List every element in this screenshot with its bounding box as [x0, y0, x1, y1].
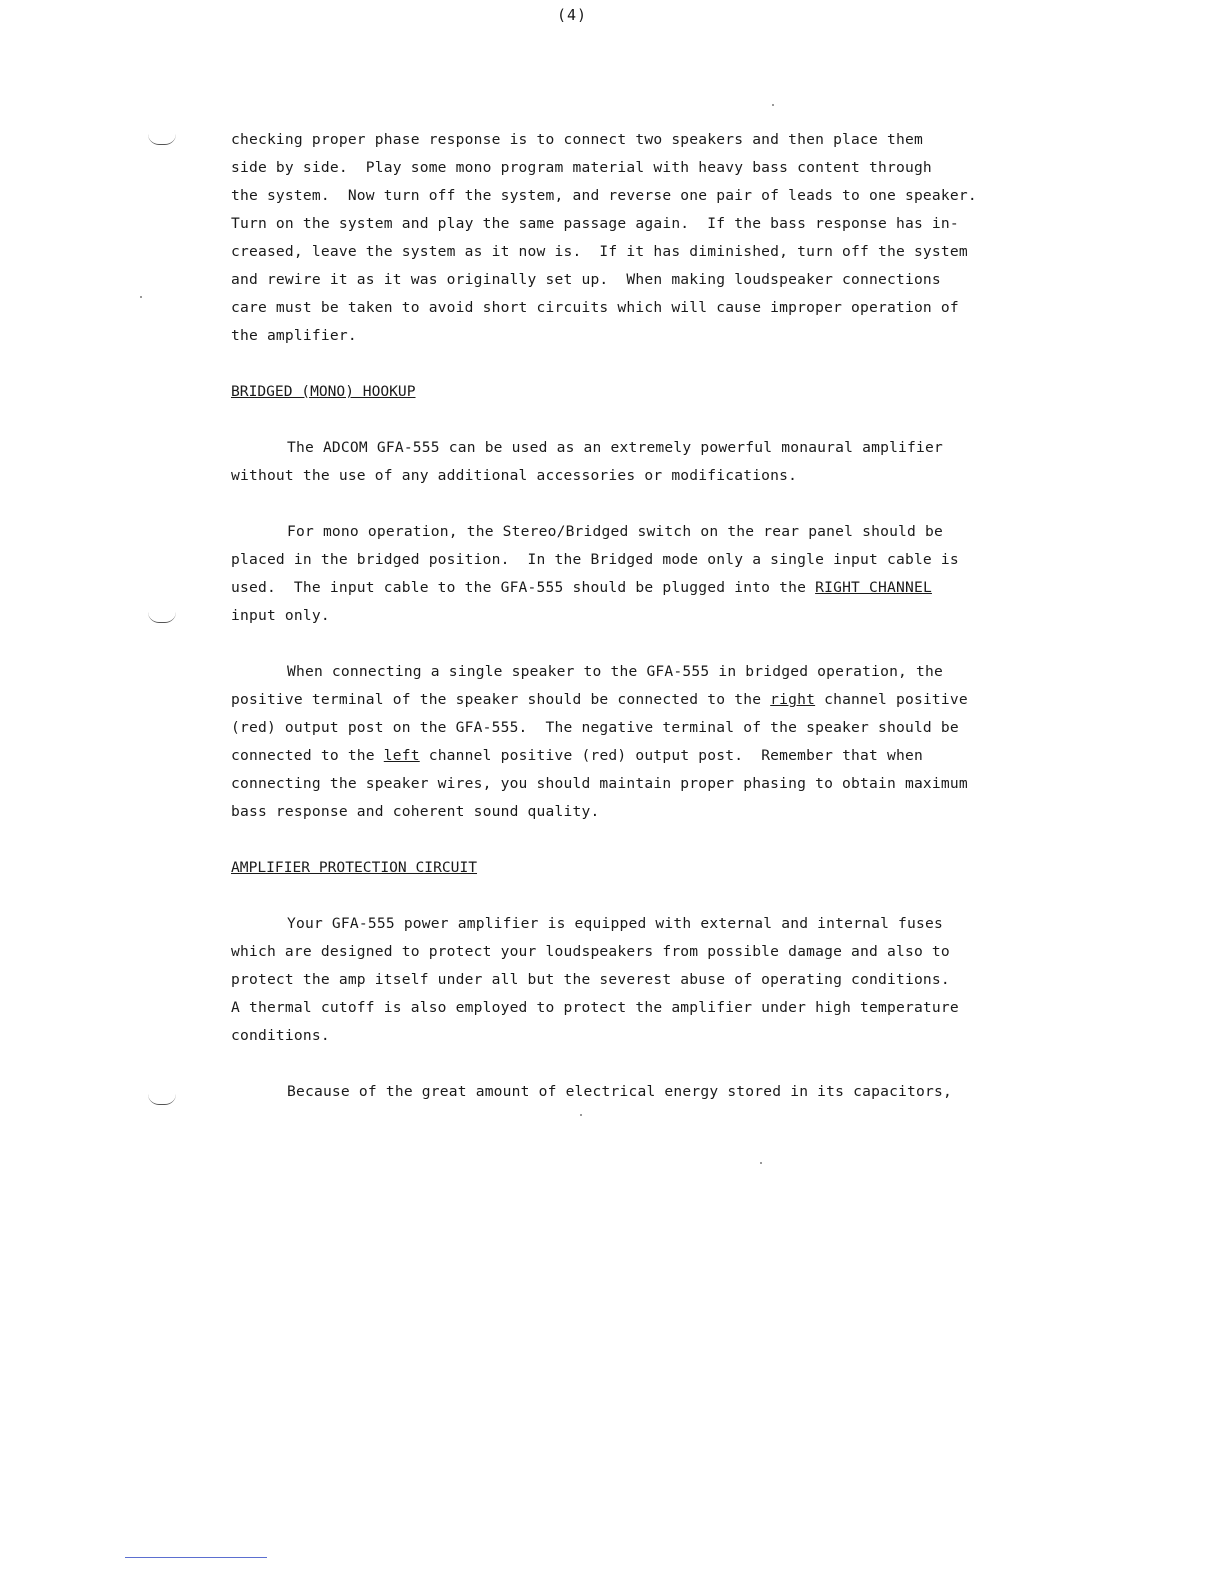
text-line: connecting the speaker wires, you should maintain proper phasing to obtain maximum: [231, 775, 968, 792]
text-segment: used. The input cable to the GFA-555 should be plugged into the: [231, 579, 816, 596]
margin-mark: [148, 612, 176, 623]
text-line: When connecting a single speaker to the GFA-555 in bridged operation, the: [287, 663, 943, 680]
paragraph-mono-operation: [231, 518, 1021, 630]
underlined-right: right: [770, 691, 816, 708]
text-line: conditions.: [231, 1027, 330, 1044]
margin-speck: [772, 104, 774, 106]
text-line: creased, leave the system as it now is. If it has diminished, turn off the system: [231, 243, 968, 260]
text-line: care must be taken to avoid short circuits which will cause improper operation of: [231, 299, 959, 316]
text-line: and rewire it as it was originally set up. When making loudspeaker connections: [231, 271, 941, 288]
text-line: protect the amp itself under all but the severest abuse of operating conditions.: [231, 971, 950, 988]
text-line: The ADCOM GFA-555 can be used as an extremely powerful monaural amplifier: [287, 439, 943, 456]
text-segment: positive terminal of the speaker should be connected to the: [231, 691, 771, 708]
document-body: [231, 126, 1021, 1106]
text-line: Your GFA-555 power amplifier is equipped with external and internal fuses: [287, 915, 943, 932]
paragraph-fuses: [231, 910, 1021, 1050]
underlined-left: left: [383, 747, 420, 764]
text-line: placed in the bridged position. In the Bridged mode only a single input cable is: [231, 551, 959, 568]
text-segment: connected to the: [231, 747, 384, 764]
footnote-rule: [125, 1557, 267, 1558]
margin-mark: [148, 134, 176, 145]
margin-speck: [760, 1162, 762, 1164]
margin-speck: [580, 1114, 582, 1116]
paragraph-capacitors: [231, 1078, 1021, 1106]
text-line: [231, 742, 1021, 770]
section-heading-bridged-mono: BRIDGED (MONO) HOOKUP: [231, 383, 416, 400]
page-number: (4): [556, 6, 588, 24]
text-line: Because of the great amount of electrical energy stored in its capacitors,: [287, 1083, 952, 1100]
text-line: [231, 686, 1021, 714]
text-line: (red) output post on the GFA-555. The negative terminal of the speaker should be: [231, 719, 959, 736]
margin-speck: [140, 296, 142, 298]
text-line: the system. Now turn off the system, and reverse one pair of leads to one speaker.: [231, 187, 977, 204]
text-segment: channel positive: [815, 691, 968, 708]
text-line: For mono operation, the Stereo/Bridged switch on the rear panel should be: [287, 523, 943, 540]
text-line: A thermal cutoff is also employed to protect the amplifier under high temperature: [231, 999, 959, 1016]
text-line: checking proper phase response is to connect two speakers and then place them: [231, 131, 923, 148]
text-line: the amplifier.: [231, 327, 357, 344]
section-heading-protection-circuit: AMPLIFIER PROTECTION CIRCUIT: [231, 859, 478, 876]
margin-mark: [148, 1094, 176, 1105]
text-line: bass response and coherent sound quality.: [231, 803, 600, 820]
text-line: [231, 574, 1021, 602]
text-line: which are designed to protect your loudspeakers from possible damage and also to: [231, 943, 950, 960]
paragraph-single-speaker: [231, 658, 1021, 826]
paragraph-mono-amplifier: [231, 434, 1021, 490]
paragraph-phase-check: [231, 126, 1021, 350]
underlined-right-channel: RIGHT CHANNEL: [815, 579, 932, 596]
text-line: without the use of any additional accessories or modifications.: [231, 467, 798, 484]
text-segment: channel positive (red) output post. Remember that when: [419, 747, 923, 764]
text-line: input only.: [231, 607, 330, 624]
text-line: side by side. Play some mono program material with heavy bass content through: [231, 159, 932, 176]
text-line: Turn on the system and play the same passage again. If the bass response has in-: [231, 215, 959, 232]
